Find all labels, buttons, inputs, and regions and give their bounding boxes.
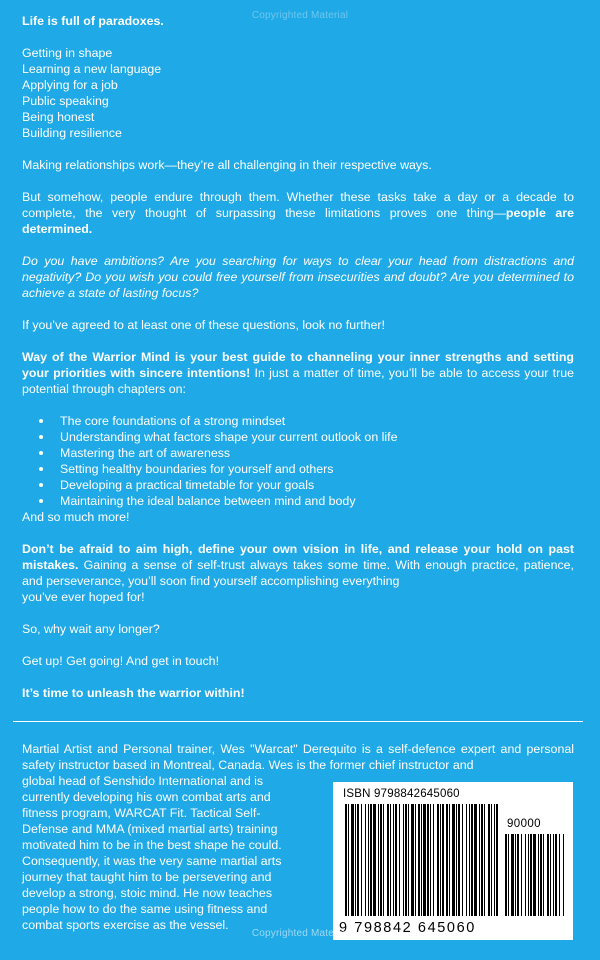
bio-text: Martial Artist and Personal trainer, Wes "Warcat" Derequito is a self-defence expert and personal safety instructor based in Montreal, Canada. Wes is the former chief instructor and — [22, 742, 574, 772]
divider — [13, 721, 583, 722]
paragraph: So, why wait any longer? — [22, 622, 160, 636]
watermark-bottom: Copyrighted Material — [251, 928, 349, 939]
challenge-list — [22, 45, 574, 141]
paragraph: Making relationships work—they’re all challenging in their respective ways. — [22, 158, 432, 172]
list-item: Mastering the art of awareness — [22, 445, 574, 461]
list-item: Setting healthy boundaries for yourself and others — [22, 461, 574, 477]
list-item: Understanding what factors shape your current outlook on life — [22, 429, 574, 445]
list-item: Building resilience — [22, 126, 122, 140]
barcode-digits: 9 798842 645060 — [339, 920, 476, 936]
chapter-list — [22, 413, 574, 509]
questions-paragraph: Do you have ambitions? Are you searching for ways to clear your head from distractions and negativity? Do you wish you could free yourself from insecurities and doubt? Are you determined to achieve a state of lasting focus? — [22, 254, 574, 300]
paragraph: Don’t be afraid to aim high, define your own vision in life, and release your hold on past mistakes. Gaining a sense of self-trust always takes some time. With enough practice, patience, and perseverance, you’ll soon find yourself accomplishing everything — [22, 542, 574, 588]
list-item: Public speaking — [22, 94, 109, 108]
paragraph: Way of the Warrior Mind is your best guide to channeling your inner strengths and setting your priorities with sincere intentions! In just a matter of time, you’ll be able to access your true potential through chapters on: — [22, 350, 574, 396]
closing-line: It’s time to unleash the warrior within! — [22, 686, 245, 700]
paragraph: Get up! Get going! And get in touch! — [22, 654, 220, 668]
blurb — [22, 13, 574, 701]
paragraph: If you’ve agreed to at least one of these questions, look no further! — [22, 318, 386, 332]
paragraph: But somehow, people endure through them. Whether these tasks take a day or a decade to complete, the very thought of surpassing these limitations proves one thing—people are determined. — [22, 190, 574, 236]
isbn-barcode — [333, 782, 573, 940]
isbn-label: ISBN 9798842645060 — [343, 788, 460, 800]
list-item: The core foundations of a strong mindset — [22, 413, 574, 429]
bio-text: global head of Senshido International and is currently developing his own combat arts and fitness program, WARCAT Fit. Tactical Self-Defense and MMA (mixed martial arts) training motivated him to be in the best shape he could. Consequently, it was the very same martial arts journey that taught him to be persevering and develop a strong, stoic mind. He now teaches people how to do the same using fitness and combat sports exercise as the vessel. — [22, 774, 282, 932]
list-item: Maintaining the ideal balance between mind and body — [22, 493, 574, 509]
paragraph: And so much more! — [22, 510, 130, 524]
list-item: Applying for a job — [22, 78, 118, 92]
heading: Life is full of paradoxes. — [22, 14, 164, 28]
list-item: Being honest — [22, 110, 95, 124]
price-code: 90000 — [507, 818, 541, 830]
list-item: Learning a new language — [22, 62, 162, 76]
list-item: Developing a practical timetable for your goals — [22, 477, 574, 493]
list-item: Getting in shape — [22, 46, 113, 60]
barcode-icon — [333, 782, 573, 940]
paragraph: you’ve ever hoped for! — [22, 590, 145, 604]
watermark-top: Copyrighted Material — [251, 10, 349, 21]
